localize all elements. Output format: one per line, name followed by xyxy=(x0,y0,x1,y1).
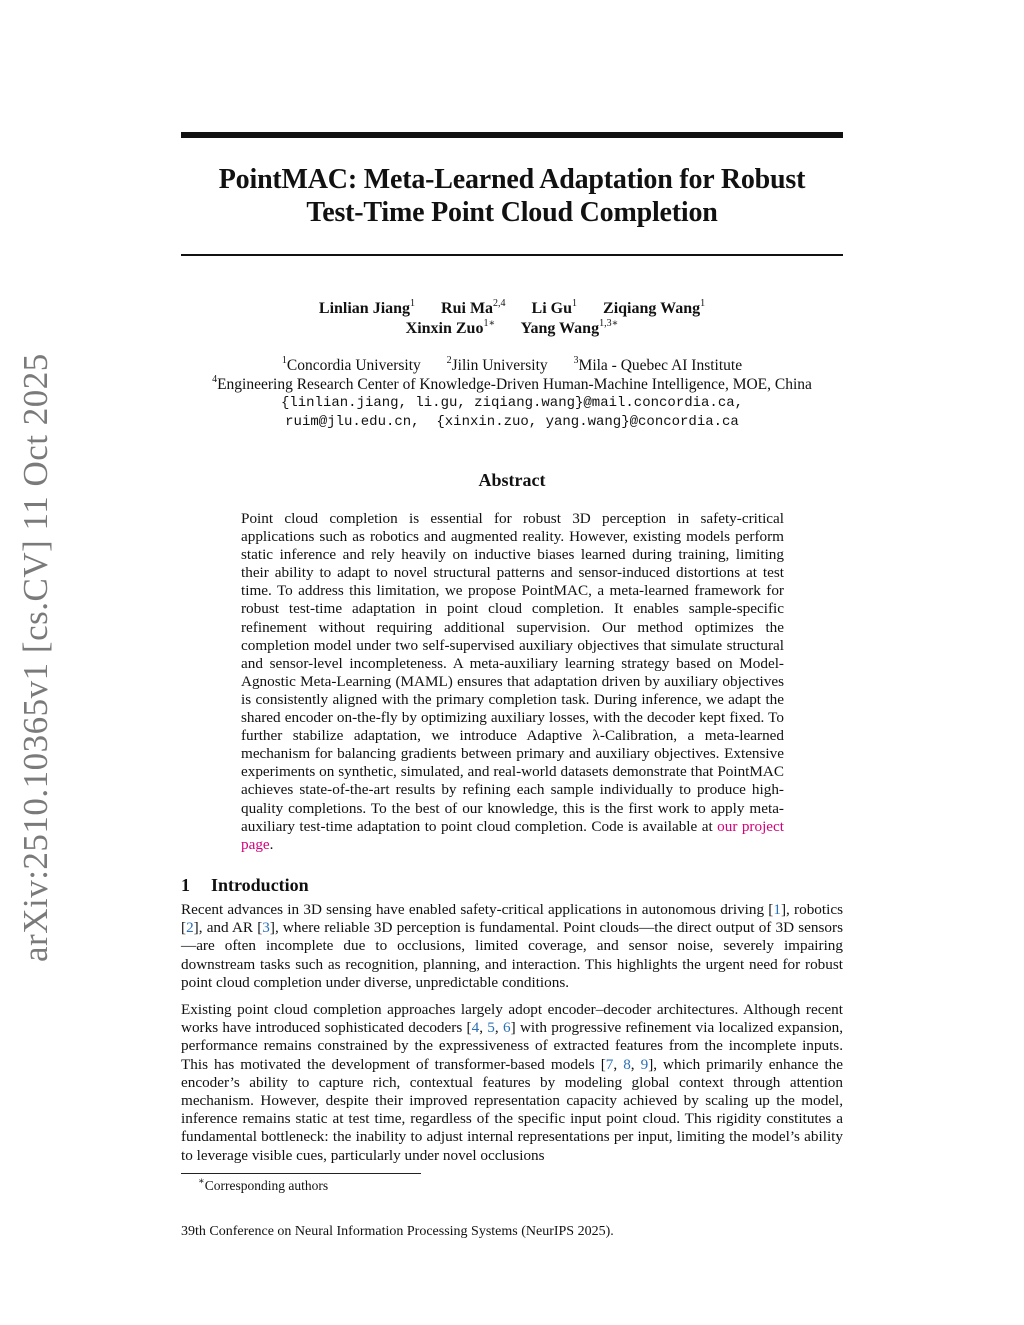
citation-link[interactable]: 9 xyxy=(640,1055,649,1073)
affiliation-line-1 xyxy=(171,356,853,375)
author-line-2 xyxy=(181,319,843,339)
affil-marker: 4 xyxy=(212,373,218,385)
text-run: , xyxy=(494,1019,503,1037)
intro-paragraph-2 xyxy=(181,1001,843,1165)
abstract-heading: Abstract xyxy=(478,470,546,490)
title-line-2: Test-Time Point Cloud Completion xyxy=(306,197,718,228)
text-run: , xyxy=(613,1055,624,1073)
text-run: Recent advances in 3D sensing have enabled safety-critical applications in autonomous driving [ xyxy=(181,901,774,918)
affil-marker: 3 xyxy=(573,354,579,366)
text-run: ] with progressive refinement via localized expansion, performance remains constrained by the expressiveness of extracted features from the incomplete inputs. This has motivated the development of transformer-based models [ xyxy=(181,1019,844,1073)
footnote-marker: ∗ xyxy=(198,1175,205,1187)
citation-link[interactable]: 6 xyxy=(503,1019,511,1037)
author-affil-marker: 2,4 xyxy=(493,297,506,309)
affiliation-name: Jilin University xyxy=(451,357,548,374)
affiliation-name: Concordia University xyxy=(286,357,421,374)
affil-marker: 2 xyxy=(446,354,452,366)
email-line-1: {linlian.jiang, li.gu, ziqiang.wang}@mail.concordia.ca, xyxy=(280,395,744,411)
project-page-link[interactable]: our project page xyxy=(241,817,784,853)
citation-link[interactable]: 8 xyxy=(623,1055,631,1073)
citation-link[interactable]: 7 xyxy=(605,1055,614,1073)
author-name: Li Gu xyxy=(531,300,573,317)
section-number: 1 xyxy=(181,875,190,895)
affiliations xyxy=(171,356,853,432)
title-bottom-rule xyxy=(181,254,843,256)
text-run: , xyxy=(630,1055,641,1073)
section-heading-introduction xyxy=(181,875,843,896)
author-name: Ziqiang Wang xyxy=(603,300,701,317)
abstract-tail: . xyxy=(269,835,274,853)
paper-title xyxy=(181,163,843,229)
abstract-body xyxy=(241,510,784,854)
author-affil-marker: 1 xyxy=(700,297,706,309)
citation-link[interactable]: 1 xyxy=(773,901,781,918)
email-line-2: ruim@jlu.edu.cn, {xinxin.zuo, yang.wang}@concordia.ca xyxy=(285,414,739,430)
footnote-rule xyxy=(181,1173,421,1174)
text-run: Existing point cloud completion approaches largely adopt encoder–decoder architectures. Although recent works have introduced sophisticated decoders [ xyxy=(181,1001,843,1037)
author-name: Xinxin Zuo xyxy=(405,320,484,337)
text-run: ], and AR [ xyxy=(193,919,263,937)
affiliation-name: Mila - Quebec AI Institute xyxy=(578,357,743,374)
text-run: ], robotics [ xyxy=(181,901,843,937)
affil-marker: 1 xyxy=(281,354,287,366)
text-run: ], which primarily enhance the encoder’s ability to capture rich, contextual features by modeling global context through attention mechanism. However, despite their improved representation capacity achieved by scaling up the model, inference remains static at test time, regardless of the specific input point cloud. This rigidity constitutes a fundamental bottleneck: the inability to adjust internal representations per input, limiting the model’s ability to leverage visible cues, particularly under novel occlusions xyxy=(181,1055,843,1164)
section-title: Introduction xyxy=(211,875,309,895)
author-affil-marker: 1∗ xyxy=(483,317,496,329)
citation-link[interactable]: 4 xyxy=(471,1019,480,1037)
affiliation-name: Engineering Research Center of Knowledge-Driven Human-Machine Intelligence, MOE, China xyxy=(217,376,812,393)
intro-paragraph-1 xyxy=(181,901,843,992)
author-affil-marker: 1 xyxy=(572,297,578,309)
footnote-text: Corresponding authors xyxy=(204,1178,329,1193)
author-affil-marker: 1 xyxy=(410,297,416,309)
author-affil-marker: 1,3∗ xyxy=(599,317,619,329)
arxiv-identifier: arXiv:2510.10365v1 [cs.CV] 11 Oct 2025 xyxy=(16,353,55,962)
abstract-text: Point cloud completion is essential for robust 3D perception in safety-critical applications such as robotics and augmented reality. However, existing models perform static inference and rely heavily on inductive biases learned during training, limiting their ability to adapt to novel structural patterns and sensor-induced distortions at test time. To address this limitation, we propose PointMAC, a meta-learned framework for robust test-time adaptation in point cloud completion. It enables sample-specific refinement without requiring additional supervision. Our method optimizes the completion model under two self-supervised auxiliary objectives that simulate structural and sensor-level incompleteness. A meta-auxiliary learning strategy based on Model-Agnostic Meta-Learning (MAML) ensures that adaptation driven by auxiliary objectives is consistently aligned with the primary completion task. During inference, we adapt the shared encoder on-the-fly by optimizing auxiliary losses, with the decoder kept fixed. To further stabilize adaptation, we introduce Adaptive λ-Calibration, a meta-learned mechanism for balancing gradients between primary and auxiliary objectives. Extensive experiments on synthetic, simulated, and real-world datasets demonstrate that PointMAC achieves state-of-the-art results by refining each sample individually to produce high-quality completions. To the best of our knowledge, this is the first work to apply meta-auxiliary test-time adaptation to point cloud completion. Code is available at xyxy=(241,510,784,835)
footnote xyxy=(198,1175,329,1194)
venue-note: 39th Conference on Neural Information Processing Systems (NeurIPS 2025). xyxy=(181,1224,614,1239)
title-top-rule xyxy=(181,132,843,138)
citation-link[interactable]: 5 xyxy=(487,1019,495,1037)
author-line-1 xyxy=(181,299,843,319)
author-list xyxy=(181,299,843,339)
text-run: ], where reliable 3D perception is fundamental. Point clouds—the direct output of 3D sensors—are often incomplete due to occlusions, limited coverage, and sensor noise, severely impairing downstream tasks such as recognition, planning, and interaction. This highlights the urgent need for robust point cloud completion under diverse, unpredictable conditions. xyxy=(181,919,843,991)
author-name: Yang Wang xyxy=(520,320,600,337)
citation-link[interactable]: 3 xyxy=(262,919,270,937)
author-name: Rui Ma xyxy=(441,300,494,317)
title-line-1: PointMAC: Meta-Learned Adaptation for Robust xyxy=(218,164,806,195)
author-name: Linlian Jiang xyxy=(318,300,411,317)
affiliation-line-2 xyxy=(171,375,853,394)
citation-link[interactable]: 2 xyxy=(186,919,194,937)
text-run: , xyxy=(479,1019,488,1037)
